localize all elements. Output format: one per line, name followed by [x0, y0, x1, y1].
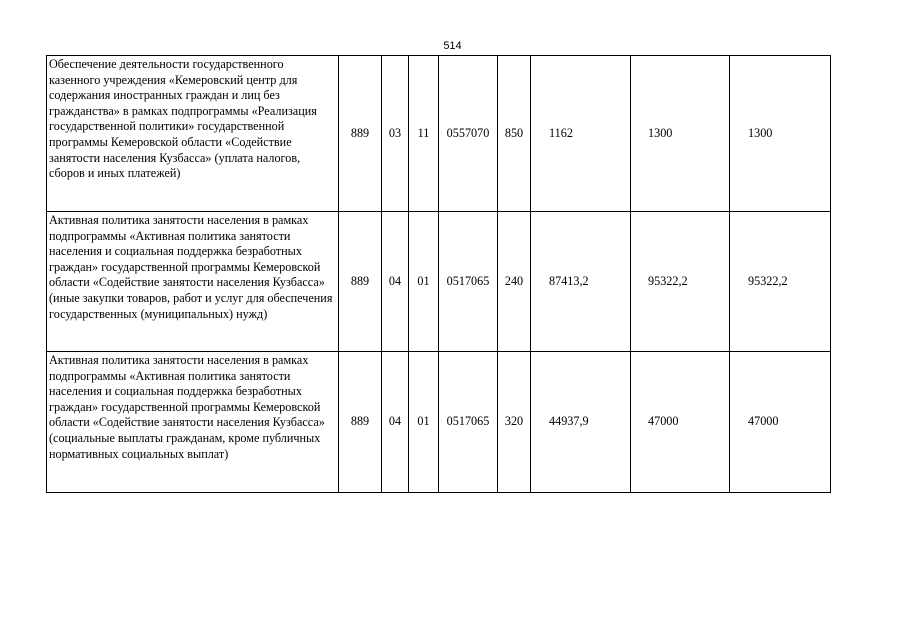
expense-type-code: 850: [498, 56, 531, 212]
table-row: [47, 212, 831, 352]
amount-year-1: 44937,9: [549, 414, 589, 429]
ministry-code: 889: [339, 56, 382, 212]
budget-table: [46, 55, 831, 493]
ministry-code: 889: [339, 352, 382, 493]
ministry-code: 889: [339, 212, 382, 352]
section-code: 04: [382, 212, 409, 352]
subsection-code: 01: [409, 352, 439, 493]
row-description: Обеспечение деятельности государственного казенного учреждения «Кемеровский центр для содержания иностранных граждан и лиц без гражданства» в рамках подпрограммы «Реализация государственной политики» государственной программы Кемеровской области «Содействие занятости населения Кузбасса» (уплата налогов, сборов и иных платежей): [47, 56, 339, 212]
row-description: Активная политика занятости населения в рамках подпрограммы «Активная политика занятости населения и социальная поддержка безработных граждан» государственной программы Кемеровской области «Содействие занятости населения Кузбасса» (социальные выплаты гражданам, кроме публичных нормативных социальных выплат): [47, 352, 339, 493]
page-number: 514: [443, 40, 462, 52]
target-article-code: 0557070: [439, 56, 498, 212]
expense-type-code: 240: [498, 212, 531, 352]
expense-type-code: 320: [498, 352, 531, 493]
target-article-code: 0517065: [439, 212, 498, 352]
amount-year-2: 1300: [648, 125, 673, 140]
amount-year-1: 1162: [549, 125, 573, 140]
section-code: 03: [382, 56, 409, 212]
subsection-code: 01: [409, 212, 439, 352]
section-code: 04: [382, 352, 409, 493]
amount-year-3: 47000: [748, 414, 779, 429]
table-row: [47, 56, 831, 212]
amount-year-2: 47000: [648, 414, 679, 429]
amount-year-2: 95322,2: [648, 273, 688, 288]
amount-year-3: 95322,2: [748, 273, 788, 288]
amount-year-1: 87413,2: [549, 273, 589, 288]
subsection-code: 11: [409, 56, 439, 212]
table-row: [47, 352, 831, 493]
amount-year-3: 1300: [748, 125, 773, 140]
row-description: Активная политика занятости населения в рамках подпрограммы «Активная политика занятости населения и социальная поддержка безработных граждан» государственной программы Кемеровской области «Содействие занятости населения Кузбасса» (иные закупки товаров, работ и услуг для обеспечения государственных (муниципальных) нужд): [47, 212, 339, 352]
target-article-code: 0517065: [439, 352, 498, 493]
